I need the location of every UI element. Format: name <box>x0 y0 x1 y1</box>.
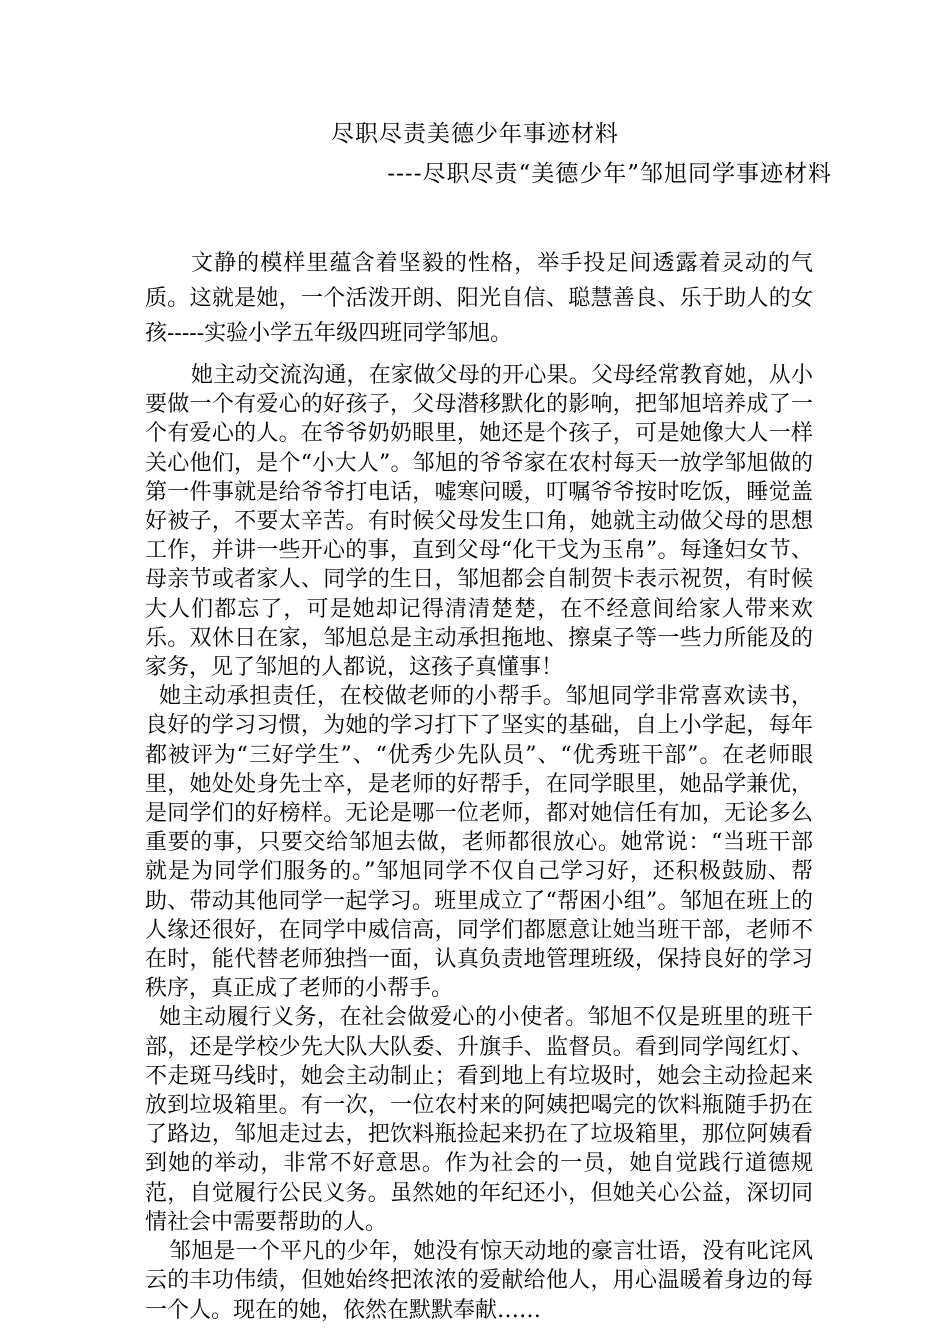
paragraph-school: 她主动承担责任，在校做老师的小帮手。邹旭同学非常喜欢读书，良好的学习习惯，为她的学习打下了坚实的基础，自上小学起，每年都被评为“三好学生”、“优秀少先队员”、“优秀班干部”。在老师眼里，她处处身先士卒，是老师的好帮手，在同学眼里，她品学兼优，是同学们的好榜样。无论是哪一位老师，都对她信任有加，无论多么重要的事，只要交给邹旭去做，老师都很放心。她常说：“当班干部就是为同学们服务的。”邹旭同学不仅自己学习好，还积极鼓励、帮助、带动其他同学一起学习。班里成立了“帮困小组”。邹旭在班上的人缘还很好，在同学中威信高，同学们都愿意让她当班干部，老师不在时，能代替老师独挡一面，认真负责地管理班级，保持良好的学习秩序，真正成了老师的小帮手。 <box>145 684 814 1002</box>
paragraph-family: 她主动交流沟通，在家做父母的开心果。父母经常教育她，从小要做一个有爱心的好孩子，父母潜移默化的影响，把邹旭培养成了一个有爱心的人。在爷爷奶奶眼里，她还是个孩子，可是她像大人一样关心他们，是个“小大人”。邹旭的爷爷家在农村每天一放学邹旭做的第一件事就是给爷爷打电话，嘘寒问暖，叮嘱爷爷按时吃饭，睡觉盖好被子，不要太辛苦。有时候父母发生口角，她就主动做父母的思想工作，并讲一些开心的事，直到父母“化干戈为玉帛”。每逢妇女节、母亲节或者家人、同学的生日，邹旭都会自制贺卡表示祝贺，有时候大人们都忘了，可是她却记得清清楚楚，在不经意间给家人带来欢乐。双休日在家，邹旭总是主动承担拖地、擦桌子等一些力所能及的家务，见了邹旭的人都说，这孩子真懂事！ <box>145 363 813 681</box>
document-subtitle: ----尽职尽责“美德少年”邹旭同学事迹材料 <box>387 161 832 187</box>
paragraph-conclusion: 邹旭是一个平凡的少年，她没有惊天动地的豪言壮语，没有叱诧风云的丰功伟绩，但她始终把浓浓的爱献给他人，用心温暖着身边的每一个人。现在的她，依然在默默奉献…… <box>145 1239 813 1323</box>
document-body <box>145 246 813 1325</box>
paragraph-society: 她主动履行义务，在社会做爱心的小使者。邹旭不仅是班里的班干部，还是学校少先大队大队委、升旗手、监督员。看到同学闯红灯、不走斑马线时，她会主动制止；看到地上有垃圾时，她会主动捡起来放到垃圾箱里。有一次，一位农村来的阿姨把喝完的饮料瓶随手扔在了路边，邹旭走过去，把饮料瓶捡起来扔在了垃圾箱里，那位阿姨看到她的举动，非常不好意思。作为社会的一员，她自觉践行道德规范，自觉履行公民义务。虽然她的年纪还小，但她关心公益，深切同情社会中需要帮助的人。 <box>145 1005 813 1235</box>
paragraph-intro: 文静的模样里蕴含着坚毅的性格，举手投足间透露着灵动的气质。这就是她，一个活泼开朗、阳光自信、聪慧善良、乐于助人的女孩-----实验小学五年级四班同学邹旭。 <box>145 251 813 346</box>
document-title: 尽职尽责美德少年事迹材料 <box>331 121 619 147</box>
